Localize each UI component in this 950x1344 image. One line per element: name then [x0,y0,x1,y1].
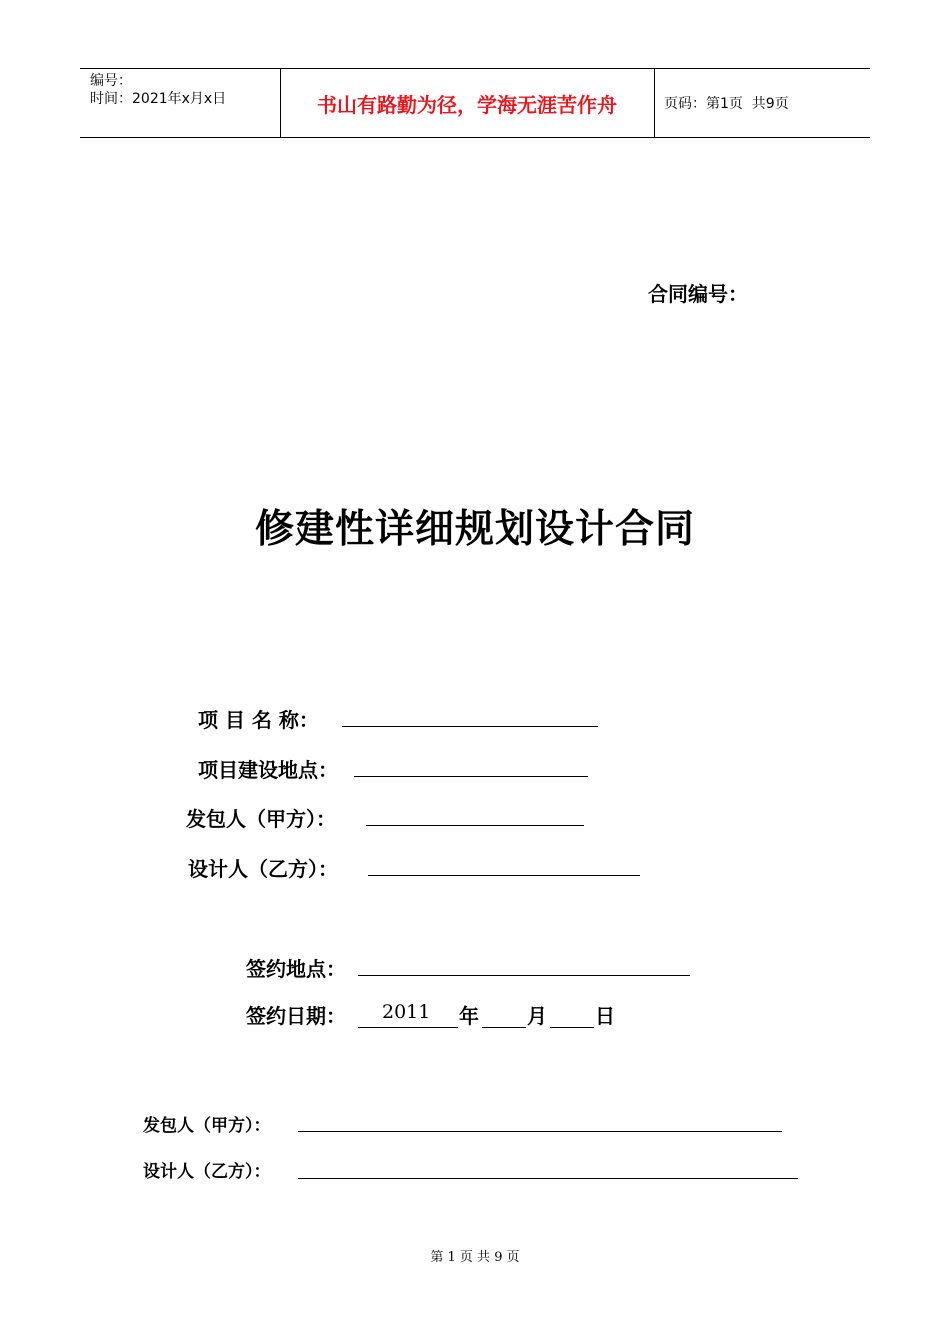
header-divider-2 [654,69,655,137]
signature-party-a-line [298,1131,782,1132]
header-table [80,68,870,138]
month-line [482,1027,526,1028]
signature-party-b-line [298,1178,798,1179]
sign-date-label: 签约日期： [246,1004,346,1028]
footer-page-number: 第 1 页 共 9 页 [430,1250,520,1265]
page-label: 页码：第1页 共9页 [664,96,789,112]
party-b-label: 设计人（乙方）： [188,857,338,881]
project-name-line [342,726,598,727]
party-a-label: 发包人（甲方）： [186,807,336,831]
project-site-line [354,776,588,777]
page-title: 修建性详细规划设计合同 [254,506,695,552]
signature-party-a-label: 发包人（甲方）： [143,1116,271,1136]
day-line [550,1027,594,1028]
sign-place-line [358,975,690,976]
year-line [358,1027,458,1028]
header-info-cell [80,69,280,137]
year-unit: 年 [459,1004,479,1028]
time-label: 时间：2021年x月x日 [90,91,227,107]
sign-place-label: 签约地点： [246,957,346,981]
sign-year: 2011 [382,1001,431,1023]
contract-number-label: 合同编号： [648,282,748,306]
party-b-line [368,875,640,876]
header-page-info [664,69,789,137]
code-label: 编号： [90,73,132,89]
day-unit: 日 [595,1004,615,1028]
party-a-line [366,825,584,826]
project-name-label: 项 目 名 称： [198,708,319,732]
month-unit: 月 [527,1004,547,1028]
project-site-label: 项目建设地点： [198,758,338,782]
signature-party-b-label: 设计人（乙方）： [143,1162,271,1182]
header-motto: 书山有路勤为径，学海无涯苦作舟 [317,92,617,117]
page-footer [0,1246,950,1265]
